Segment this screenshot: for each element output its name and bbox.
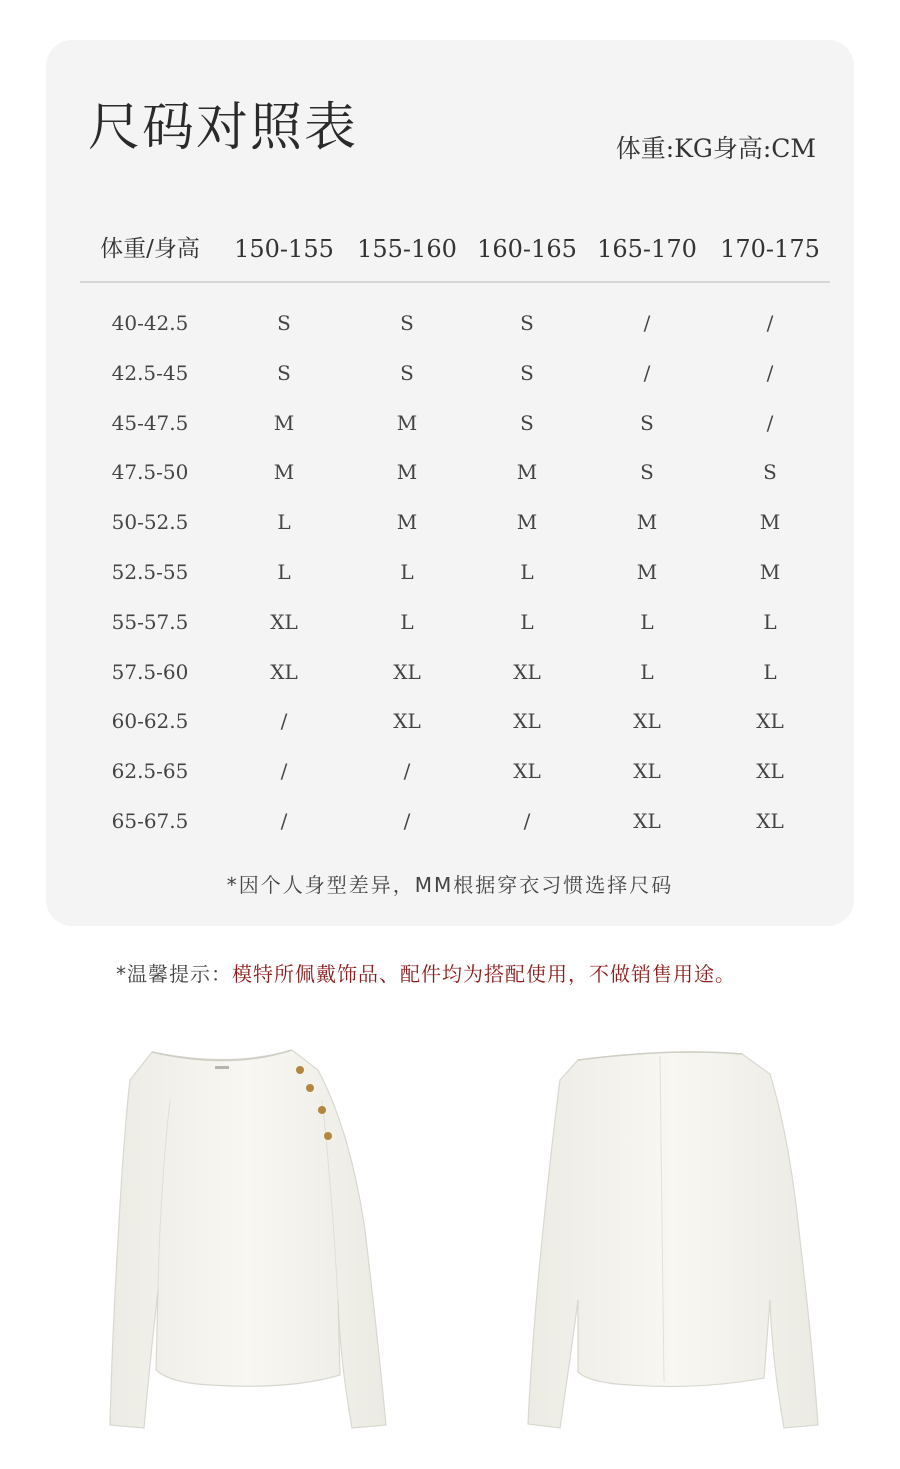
size-cell: / bbox=[643, 311, 651, 335]
warm-tip bbox=[116, 958, 736, 987]
weight-range-cell: 42.5-45 bbox=[111, 361, 189, 385]
weight-range-cell: 40-42.5 bbox=[111, 311, 189, 335]
size-cell: M bbox=[516, 510, 538, 534]
header-cell: 165-170 bbox=[597, 235, 697, 263]
weight-range-cell: 50-52.5 bbox=[111, 510, 189, 534]
size-chart-card bbox=[46, 40, 854, 926]
size-cell: / bbox=[766, 311, 774, 335]
weight-range-cell: 57.5-60 bbox=[111, 660, 189, 684]
size-cell: S bbox=[400, 361, 414, 385]
size-cell: XL bbox=[393, 660, 421, 684]
size-cell: XL bbox=[633, 709, 661, 733]
size-cell: M bbox=[636, 560, 658, 584]
size-cell: M bbox=[396, 510, 418, 534]
size-cell: L bbox=[400, 560, 414, 584]
size-cell: M bbox=[396, 460, 418, 484]
weight-range-cell: 52.5-55 bbox=[111, 560, 189, 584]
size-cell: S bbox=[277, 361, 291, 385]
size-cell: L bbox=[520, 560, 534, 584]
weight-range-cell: 62.5-65 bbox=[111, 759, 189, 783]
size-cell: L bbox=[400, 610, 414, 634]
front-view-photo bbox=[60, 1040, 400, 1440]
weight-range-cell: 55-57.5 bbox=[111, 610, 189, 634]
units-label: 体重:KG身高:CM bbox=[615, 134, 816, 163]
size-cell: M bbox=[759, 560, 781, 584]
size-cell: XL bbox=[513, 759, 541, 783]
size-cell: / bbox=[403, 809, 411, 833]
size-cell: M bbox=[273, 460, 295, 484]
size-cell: S bbox=[520, 361, 534, 385]
size-cell: XL bbox=[756, 809, 784, 833]
header-divider bbox=[80, 281, 830, 283]
weight-range-cell: 45-47.5 bbox=[111, 411, 189, 435]
size-cell: M bbox=[636, 510, 658, 534]
size-cell: / bbox=[766, 361, 774, 385]
size-cell: S bbox=[520, 311, 534, 335]
tip-lead: *温馨提示： bbox=[116, 962, 232, 986]
header-cell: 160-165 bbox=[477, 235, 577, 263]
size-cell: / bbox=[766, 411, 774, 435]
size-cell: S bbox=[400, 311, 414, 335]
size-cell: S bbox=[520, 411, 534, 435]
size-cell: XL bbox=[513, 660, 541, 684]
header-cell: 150-155 bbox=[234, 235, 334, 263]
size-cell: S bbox=[277, 311, 291, 335]
size-cell: L bbox=[640, 660, 654, 684]
size-cell: S bbox=[640, 460, 654, 484]
size-cell: XL bbox=[756, 709, 784, 733]
size-cell: XL bbox=[633, 759, 661, 783]
size-note: *因个人身型差异，MM根据穿衣习惯选择尺码 bbox=[226, 873, 674, 897]
header-cell: 155-160 bbox=[357, 235, 457, 263]
size-cell: / bbox=[280, 759, 288, 783]
size-cell: XL bbox=[393, 709, 421, 733]
size-cell: L bbox=[277, 510, 291, 534]
size-cell: XL bbox=[270, 610, 298, 634]
back-view-photo bbox=[520, 1040, 840, 1440]
weight-range-cell: 60-62.5 bbox=[111, 709, 189, 733]
size-cell: M bbox=[516, 460, 538, 484]
size-cell: L bbox=[277, 560, 291, 584]
tip-body: 模特所佩戴饰品、配件均为搭配使用，不做销售用途。 bbox=[232, 962, 736, 986]
size-cell: M bbox=[759, 510, 781, 534]
size-cell: S bbox=[640, 411, 654, 435]
header-cell: 170-175 bbox=[720, 235, 820, 263]
size-cell: / bbox=[280, 709, 288, 733]
size-cell: XL bbox=[270, 660, 298, 684]
size-cell: XL bbox=[513, 709, 541, 733]
size-chart-title: 尺码对照表 bbox=[88, 98, 359, 158]
size-cell: / bbox=[280, 809, 288, 833]
size-cell: / bbox=[403, 759, 411, 783]
size-cell: / bbox=[523, 809, 531, 833]
size-cell: M bbox=[396, 411, 418, 435]
size-cell: / bbox=[643, 361, 651, 385]
size-cell: L bbox=[520, 610, 534, 634]
header-cell: 体重/身高 bbox=[100, 236, 200, 262]
weight-range-cell: 47.5-50 bbox=[111, 460, 189, 484]
weight-range-cell: 65-67.5 bbox=[111, 809, 189, 833]
size-cell: L bbox=[763, 660, 777, 684]
size-cell: M bbox=[273, 411, 295, 435]
size-cell: L bbox=[640, 610, 654, 634]
size-cell: XL bbox=[633, 809, 661, 833]
size-cell: S bbox=[763, 460, 777, 484]
size-cell: L bbox=[763, 610, 777, 634]
size-cell: XL bbox=[756, 759, 784, 783]
